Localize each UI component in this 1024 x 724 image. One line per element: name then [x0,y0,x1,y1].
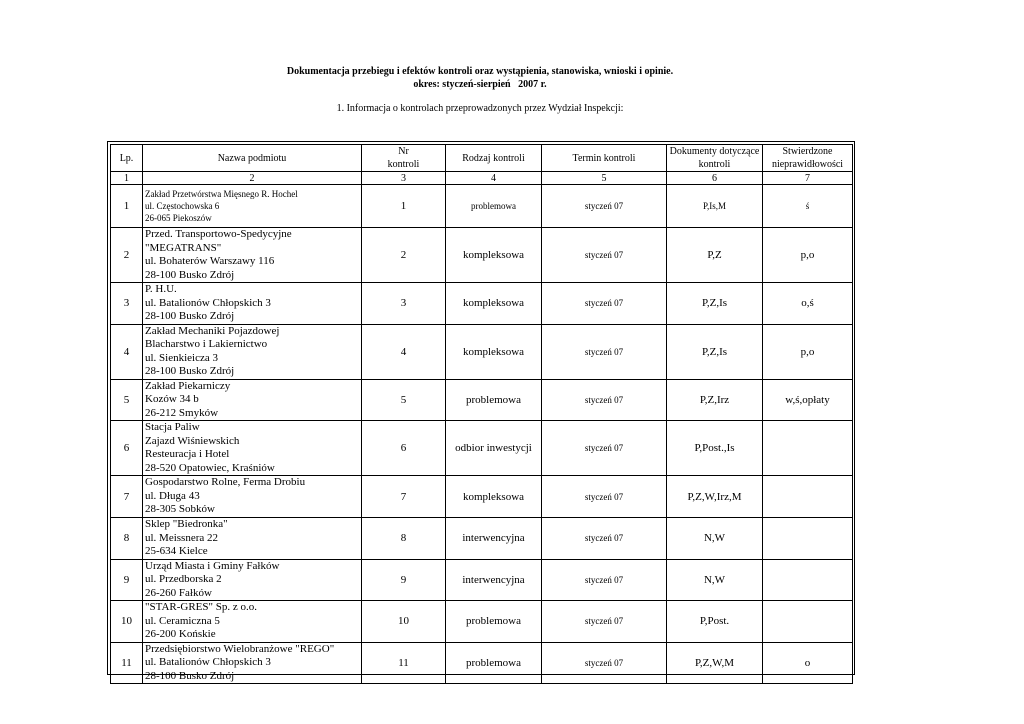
entity-name-line: ul. Częstochowska 6 [145,201,220,211]
row-control-type: problemowa [446,642,542,684]
row-entity-name [143,476,362,518]
row-lp: 6 [111,421,143,476]
col-header-stw-line2: nieprawidłowości [771,159,844,170]
row-entity-name [143,518,362,560]
row-entity-name [143,185,362,228]
row-control-type: kompleksowa [446,324,542,379]
row-irregularities: p,o [763,324,853,379]
table-row [111,559,853,601]
row-control-number: 7 [362,476,446,518]
row-entity-name [143,228,362,283]
row-entity-name [143,642,362,684]
entity-name-line: 26-065 Piekoszów [145,213,212,223]
row-lp: 4 [111,324,143,379]
row-control-type: problemowa [446,379,542,421]
row-control-type: problemowa [446,185,542,228]
entity-name-line: Zakład Piekarniczy [145,379,231,392]
entity-name-line: ul. Długa 43 [145,489,200,502]
row-entity-name [143,379,362,421]
row-irregularities [763,476,853,518]
entity-name-line: ul. Batalionów Chłopskich 3 [145,296,271,309]
entity-name-line: 25-634 Kielce [145,545,208,557]
col-number: 7 [763,172,853,185]
col-number: 2 [143,172,362,185]
row-control-number: 10 [362,601,446,643]
row-control-number: 8 [362,518,446,560]
entity-name-line: 26-260 Fałków [145,586,212,599]
table-row [111,324,853,379]
row-documents: P,Post. [667,601,763,643]
row-irregularities [763,559,853,601]
col-number: 5 [542,172,667,185]
row-control-date: styczeń 07 [542,421,667,476]
entity-name-line: P. H.U. [145,283,177,295]
entity-name-line: ul. Batalionów Chłopskich 3 [145,656,271,668]
row-control-number: 2 [362,228,446,283]
row-control-type: problemowa [446,601,542,643]
row-control-date: styczeń 07 [542,379,667,421]
row-control-number: 5 [362,379,446,421]
row-irregularities [763,518,853,560]
row-control-date: styczeń 07 [542,642,667,684]
table-row [111,518,853,560]
entity-name-line: ul. Bohaterów Warszawy 116 [145,255,275,267]
col-header-dokumenty [667,145,763,172]
row-control-date: styczeń 07 [542,324,667,379]
entity-name-line: ul. Meissnera 22 [145,531,219,544]
entity-name-line: Zajazd Wiśniewskich [145,434,240,447]
col-number: 3 [362,172,446,185]
row-entity-name [143,421,362,476]
entity-name-line: 28-100 Busko Zdrój [145,365,235,377]
header-row [111,145,853,172]
row-control-type: kompleksowa [446,228,542,283]
entity-name-line: Przedsiębiorstwo Wielobranżowe "REGO" [145,642,335,655]
col-header-nr-line1: Nr [398,146,409,157]
row-control-date: styczeń 07 [542,283,667,325]
row-control-type: kompleksowa [446,283,542,325]
row-irregularities: ś [763,185,853,228]
entity-name-line: ul. Przedborska 2 [145,573,222,585]
row-control-number: 11 [362,642,446,684]
row-control-number: 1 [362,185,446,228]
row-documents: N,W [667,559,763,601]
col-header-dok-line2: kontroli [698,159,731,170]
entity-name-line: Kozów 34 b [145,393,199,405]
col-header-nr-line2: kontroli [387,159,420,170]
row-control-type: interwencyjna [446,518,542,560]
row-irregularities: p,o [763,228,853,283]
entity-name-line: 26-200 Końskie [145,628,216,640]
row-control-number: 3 [362,283,446,325]
entity-name-line: Resteuracja i Hotel [145,448,230,460]
row-documents: N,W [667,518,763,560]
row-lp: 3 [111,283,143,325]
row-lp: 7 [111,476,143,518]
row-entity-name [143,559,362,601]
table-row [111,601,853,643]
row-control-date: styczeń 07 [542,185,667,228]
entity-name-line: 28-520 Opatowiec, Kraśniów [145,461,275,474]
col-header-dok-line1: Dokumenty dotyczące [669,146,760,157]
row-control-type: odbior inwestycji [446,421,542,476]
table-row [111,476,853,518]
entity-name-line: Zakład Mechaniki Pojazdowej [145,324,280,337]
row-irregularities: o,ś [763,283,853,325]
row-lp: 9 [111,559,143,601]
row-control-type: interwencyjna [446,559,542,601]
entity-name-line: Urząd Miasta i Gminy Fałków [145,559,280,572]
col-number: 6 [667,172,763,185]
entity-name-line: 28-100 Busko Zdrój [145,669,235,682]
row-control-date: styczeń 07 [542,559,667,601]
entity-name-line: 28-100 Busko Zdrój [145,310,235,322]
row-control-date: styczeń 07 [542,228,667,283]
table-row [111,185,853,228]
row-control-date: styczeń 07 [542,518,667,560]
row-lp: 8 [111,518,143,560]
table-row [111,642,853,684]
section-info: 1. Informacja o kontrolach przeprowadzonych przez Wydział Inspekcji: [336,103,624,114]
row-irregularities [763,601,853,643]
col-header-nr [362,145,446,172]
entity-name-line: Stacja Paliw [145,421,200,433]
col-header-lp: Lp. [111,145,143,172]
document-period: okres: styczeń-sierpień 2007 r. [413,79,547,90]
row-documents: P,Z,Is [667,324,763,379]
row-lp: 10 [111,601,143,643]
row-lp: 5 [111,379,143,421]
controls-table-frame [107,141,855,682]
row-entity-name [143,324,362,379]
entity-name-line: "STAR-GRES" Sp. z o.o. [145,601,257,613]
entity-name-line: 28-305 Sobków [145,503,215,516]
row-lp: 1 [111,185,143,228]
table-row [111,379,853,421]
entity-name-line: ul. Ceramiczna 5 [145,614,220,627]
row-irregularities: o [763,642,853,684]
row-control-date: styczeń 07 [542,601,667,643]
col-header-stwierdzone [763,145,853,172]
row-documents: P,Z [667,228,763,283]
row-documents: P,Z,W,M [667,642,763,684]
entity-name-line: 28-100 Busko Zdrój [145,268,235,281]
entity-name-line: Sklep "Biedronka" [145,518,228,530]
row-lp: 2 [111,228,143,283]
row-entity-name [143,283,362,325]
entity-name-line: Gospodarstwo Rolne, Ferma Drobiu [145,476,306,489]
entity-name-line: Zakład Przetwórstwa Mięsnego R. Hochel [145,189,298,199]
row-documents: P,Z,W,Irz,M [667,476,763,518]
row-documents: P,Z,Irz [667,379,763,421]
col-number: 4 [446,172,542,185]
row-irregularities [763,421,853,476]
row-control-type: kompleksowa [446,476,542,518]
table-row [111,283,853,325]
column-number-row [111,172,853,185]
col-header-stw-line1: Stwierdzone [782,146,833,157]
row-control-date: styczeń 07 [542,476,667,518]
col-header-termin: Termin kontroli [542,145,667,172]
row-control-number: 4 [362,324,446,379]
col-number: 1 [111,172,143,185]
entity-name-line: ul. Sienkieicza 3 [145,351,219,364]
table-row [111,228,853,283]
row-entity-name [143,601,362,643]
row-documents: P,Is,M [667,185,763,228]
entity-name-line: Blacharstwo i Lakiernictwo [145,338,268,350]
col-header-nazwa: Nazwa podmiotu [143,145,362,172]
row-documents: P,Z,Is [667,283,763,325]
entity-name-line: 26-212 Smyków [145,406,219,419]
col-header-rodzaj: Rodzaj kontroli [446,145,542,172]
row-control-number: 9 [362,559,446,601]
table-row [111,421,853,476]
row-documents: P,Post.,Is [667,421,763,476]
row-control-number: 6 [362,421,446,476]
entity-name-line: "MEGATRANS" [145,241,222,254]
row-lp: 11 [111,642,143,684]
document-title: Dokumentacja przebiegu i efektów kontroli oraz wystąpienia, stanowiska, wnioski i opinie. [286,66,674,77]
row-irregularities: w,ś,opłaty [763,379,853,421]
controls-table [110,144,853,684]
entity-name-line: Przed. Transportowo-Spedycyjne [145,228,292,240]
